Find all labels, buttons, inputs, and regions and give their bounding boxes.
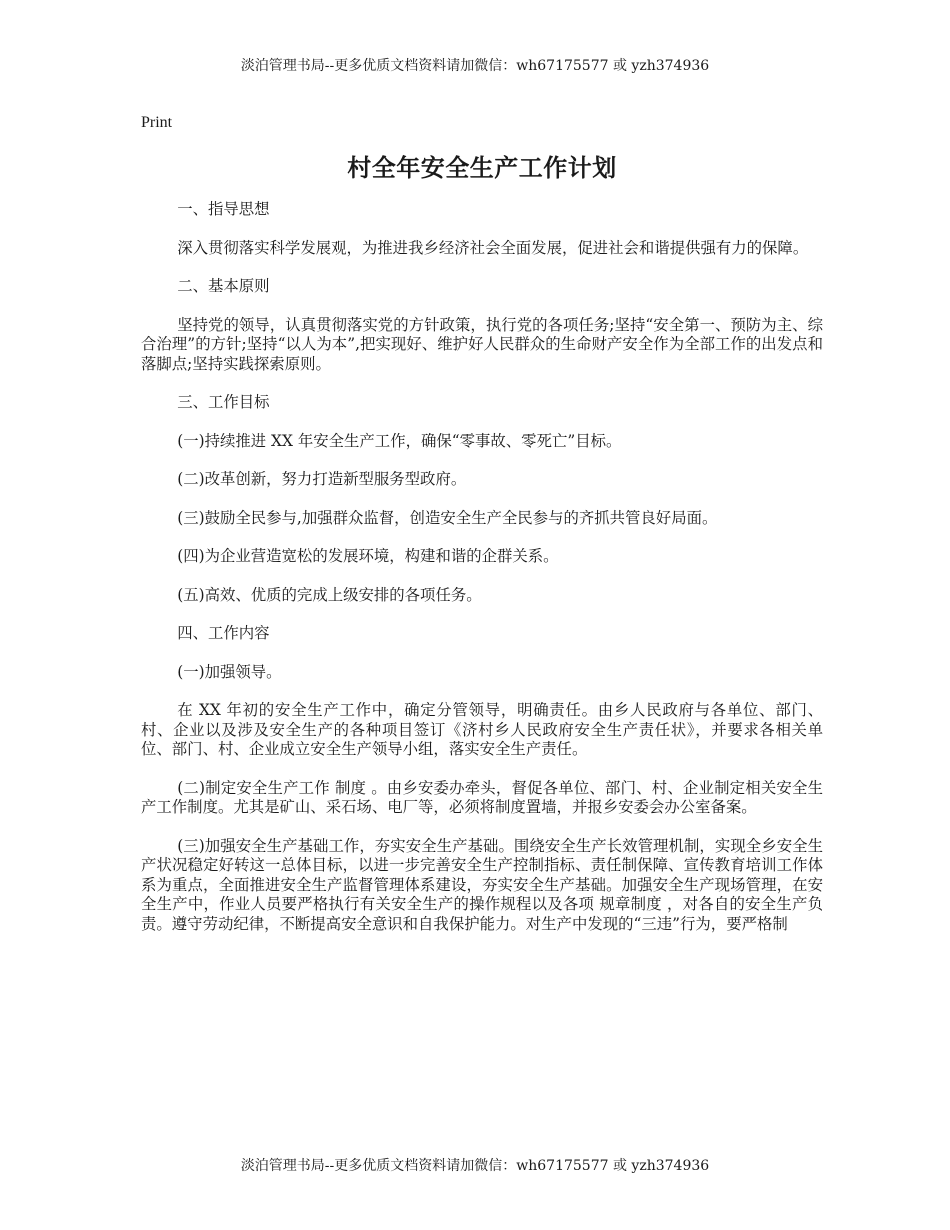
paragraph: 坚持党的领导，认真贯彻落实党的方针政策，执行党的各项任务;坚持“安全第一、预防为主、综合治理”的方针;坚持“以人为本”,把实现好、维护好人民群众的生命财产安全作为全部工作的出发点和落脚点;坚持实践探索原则。: [141, 315, 823, 373]
section-heading-guiding-ideology: 一、指导思想: [177, 200, 270, 218]
paragraph: 深入贯彻落实科学发展观，为推进我乡经济社会全面发展，促进社会和谐提供强有力的保障。: [177, 238, 809, 257]
goal-item: (一)持续推进 XX 年安全生产工作，确保“零事故、零死亡”目标。: [177, 431, 622, 450]
print-label: Print: [141, 114, 173, 131]
paragraph: (二)制定安全生产工作 制度 。由乡安委办牵头，督促各单位、部门、村、企业制定相关安全生产工作制度。尤其是矿山、采石场、电厂等，必须将制度置墙，并报乡安委会办公室备案。: [141, 778, 823, 816]
page-header: 淡泊管理书局--更多优质文档资料请加微信：wh67175577 或 yzh374936: [240, 58, 710, 74]
section-heading-work-content: 四、工作内容: [177, 624, 270, 642]
goal-item: (五)高效、优质的完成上级安排的各项任务。: [177, 585, 482, 604]
document-body: [141, 112, 823, 953]
section-heading-basic-principles: 二、基本原则: [177, 277, 270, 295]
paragraph: (三)加强安全生产基础工作，夯实安全生产基础。围绕安全生产长效管理机制，实现全乡安全生产状况稳定好转这一总体目标，以进一步完善安全生产控制指标、责任制保障、宣传教育培训工作体系为重点，全面推进安全生产监督管理体系建设，夯实安全生产基础。加强安全生产现场管理，在安全生产中，作业人员要严格执行有关安全生产的操作规程以及各项 规章制度 ，对各自的安全生产负责。遵守劳动纪律，不断提高安全意识和自我保护能力。对生产中发现的“三违”行为，要严格制: [141, 836, 823, 933]
subheading: (一)加强领导。: [177, 662, 282, 681]
goal-item: (二)改革创新，努力打造新型服务型政府。: [177, 470, 467, 488]
section-heading-work-goals: 三、工作目标: [177, 393, 270, 411]
page-footer: 淡泊管理书局--更多优质文档资料请加微信：wh67175577 或 yzh374936: [240, 1158, 710, 1174]
paragraph: 在 XX 年初的安全生产工作中，确定分管领导，明确责任。由乡人民政府与各单位、部门、村、企业以及涉及安全生产的各种项目签订《济村乡人民政府安全生产责任状》，并要求各相关单位、部门、村、企业成立安全生产领导小组，落实安全生产责任。: [141, 701, 823, 758]
document-title: 村全年安全生产工作计划: [347, 154, 617, 182]
goal-item: (四)为企业营造宽松的发展环境，构建和谐的企群关系。: [177, 547, 559, 565]
goal-item: (三)鼓励全民参与,加强群众监督，创造安全生产全民参与的齐抓共管良好局面。: [177, 508, 718, 527]
